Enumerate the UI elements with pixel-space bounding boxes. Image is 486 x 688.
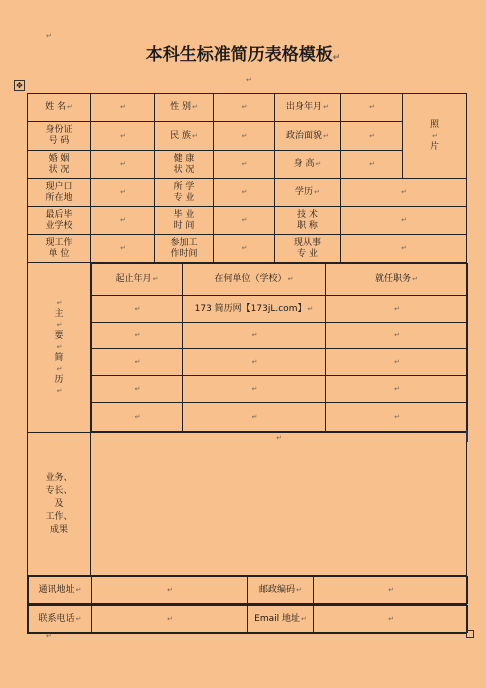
- name-label: 姓 名↵: [28, 94, 91, 122]
- contact-row-2: [28, 605, 467, 634]
- resume-position-2[interactable]: ↵: [326, 323, 468, 349]
- political-field[interactable]: ↵: [341, 122, 403, 151]
- health-label: 健 康 状 况: [155, 151, 214, 179]
- resume-watermark: 173 简历网【173jL.com】↵: [183, 296, 326, 323]
- school-label: 最后毕 业学校: [28, 207, 91, 235]
- marital-label: 婚 姻 状 况: [28, 151, 91, 179]
- resume-period-5[interactable]: ↵: [92, 403, 183, 432]
- tech-title-label: 技 术 职 称: [275, 207, 341, 235]
- resume-period-1[interactable]: ↵: [92, 296, 183, 323]
- id-label: 身份证 号 码: [28, 122, 91, 151]
- political-label: 政治面貌↵: [275, 122, 341, 151]
- health-field[interactable]: ↵: [214, 151, 275, 179]
- table-resize-handle-icon[interactable]: [466, 630, 474, 638]
- address-field[interactable]: ↵: [92, 577, 248, 604]
- resume-position-5[interactable]: ↵: [326, 403, 468, 432]
- postcode-label: 邮政编码↵: [248, 577, 314, 604]
- achievements-label: 业务、 专长、 及 工作、 成果: [28, 433, 91, 576]
- workplace-field[interactable]: ↵: [91, 235, 155, 263]
- document-title: 本科生标准简历表格模板↵: [145, 45, 341, 65]
- jobstart-label: 参加工 作时间: [155, 235, 214, 263]
- table-move-handle-icon[interactable]: ✥: [14, 80, 25, 91]
- gradtime-field[interactable]: ↵: [214, 207, 275, 235]
- school-field[interactable]: ↵: [91, 207, 155, 235]
- paragraph-mark: ↵: [46, 632, 52, 640]
- paragraph-mark: ↵: [46, 32, 52, 40]
- birth-label: 出身年月↵: [275, 94, 341, 122]
- resume-header-position: 就任职务↵: [326, 264, 468, 296]
- email-field[interactable]: ↵: [314, 606, 468, 633]
- major-field[interactable]: ↵: [214, 179, 275, 207]
- resume-header-unit: 在何单位（学校）↵: [183, 264, 326, 296]
- resume-unit-5[interactable]: ↵: [183, 403, 326, 432]
- name-field[interactable]: ↵: [91, 94, 155, 122]
- height-label: 身 高↵: [275, 151, 341, 179]
- contact-row-1: [28, 576, 467, 605]
- email-label: Email 地址↵: [248, 606, 314, 633]
- resume-table: [27, 93, 467, 634]
- jobstart-field[interactable]: ↵: [214, 235, 275, 263]
- resume-position-4[interactable]: ↵: [326, 376, 468, 403]
- specialty-field[interactable]: ↵: [341, 235, 467, 263]
- gradtime-label: 毕 业 时 间: [155, 207, 214, 235]
- resume-period-3[interactable]: ↵: [92, 349, 183, 376]
- hukou-label: 现户口 所在地: [28, 179, 91, 207]
- resume-side-label: ↵ 主 ↵ 要 ↵ 简 ↵ 历 ↵: [28, 263, 91, 433]
- achievements-field[interactable]: ↵: [91, 433, 467, 576]
- resume-unit-2[interactable]: ↵: [183, 323, 326, 349]
- workplace-label: 现工作 单 位: [28, 235, 91, 263]
- gender-label: 性 别↵: [155, 94, 214, 122]
- resume-header-period: 起止年月↵: [92, 264, 183, 296]
- resume-position-3[interactable]: ↵: [326, 349, 468, 376]
- phone-field[interactable]: ↵: [92, 606, 248, 633]
- ethnic-label: 民 族↵: [155, 122, 214, 151]
- education-label: 学历↵: [275, 179, 341, 207]
- birth-field[interactable]: ↵: [341, 94, 403, 122]
- ethnic-field[interactable]: ↵: [214, 122, 275, 151]
- education-field[interactable]: ↵: [341, 179, 467, 207]
- paragraph-mark: ↵: [246, 76, 252, 84]
- resume-unit-4[interactable]: ↵: [183, 376, 326, 403]
- resume-unit-3[interactable]: ↵: [183, 349, 326, 376]
- resume-history-grid: [91, 263, 467, 433]
- major-label: 所 学 专 业: [155, 179, 214, 207]
- postcode-field[interactable]: ↵: [314, 577, 468, 604]
- resume-period-4[interactable]: ↵: [92, 376, 183, 403]
- height-field[interactable]: ↵: [341, 151, 403, 179]
- id-field[interactable]: ↵: [91, 122, 155, 151]
- hukou-field[interactable]: ↵: [91, 179, 155, 207]
- photo-cell[interactable]: 照 ↵ 片: [403, 94, 467, 179]
- resume-period-2[interactable]: ↵: [92, 323, 183, 349]
- text-cursor: [466, 430, 468, 442]
- phone-label: 联系电话↵: [29, 606, 92, 633]
- address-label: 通讯地址↵: [29, 577, 92, 604]
- marital-field[interactable]: ↵: [91, 151, 155, 179]
- tech-title-field[interactable]: ↵: [341, 207, 467, 235]
- resume-position-1[interactable]: ↵: [326, 296, 468, 323]
- gender-field[interactable]: ↵: [214, 94, 275, 122]
- specialty-label: 现从事 专 业: [275, 235, 341, 263]
